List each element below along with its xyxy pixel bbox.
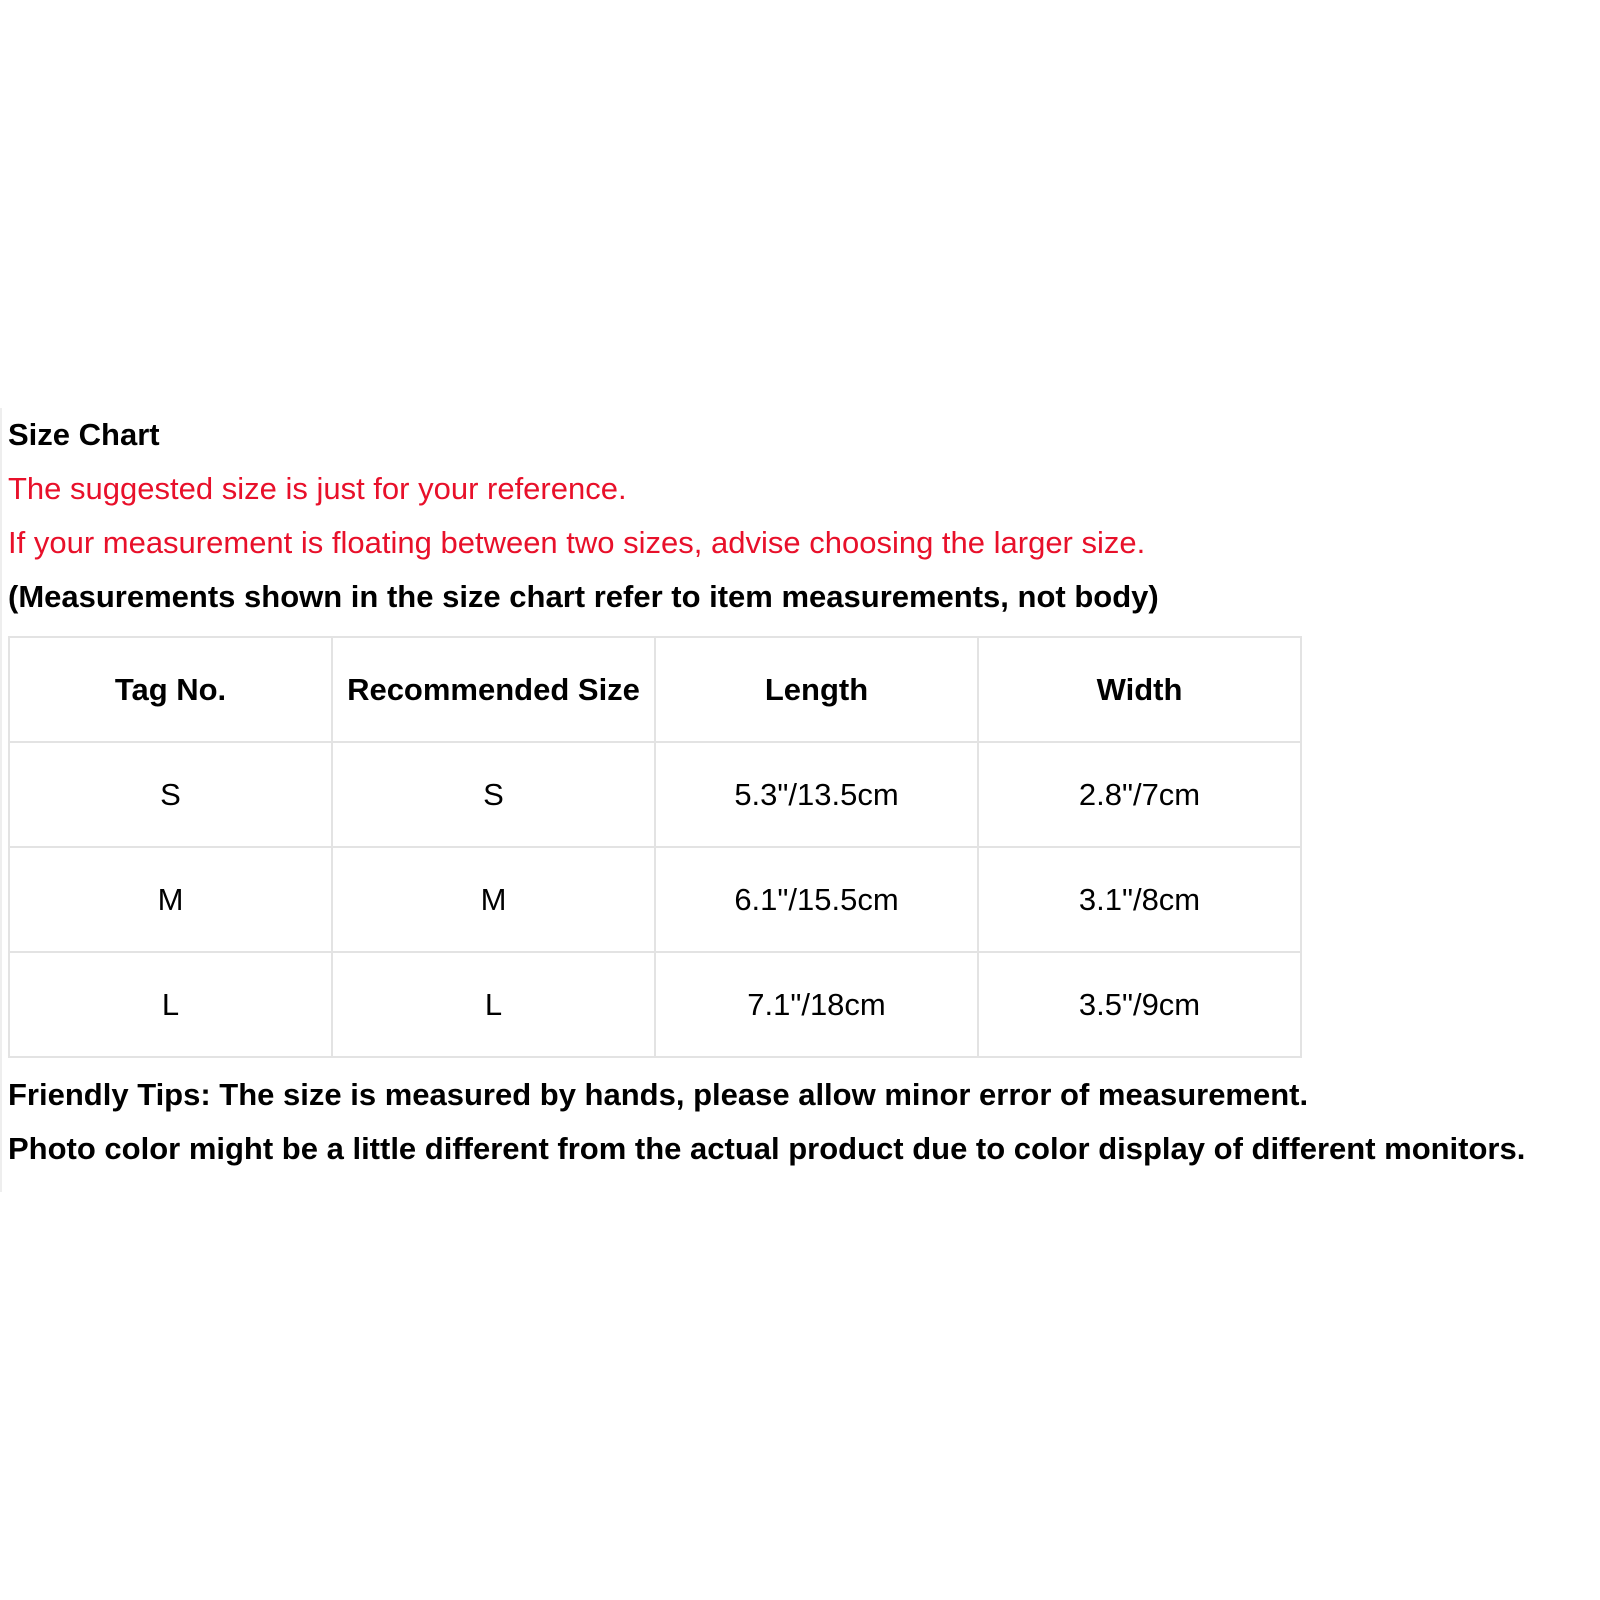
table-header-row [9, 637, 1301, 742]
tip-photo-color: Photo color might be a little different from the actual product due to color display of different monitors. [8, 1131, 1526, 1166]
cell-recommended-size: L [332, 952, 655, 1057]
friendly-tips [8, 1068, 1593, 1176]
size-table [8, 636, 1302, 1058]
cell-width: 3.5"/9cm [978, 952, 1301, 1057]
cell-tag-no: L [9, 952, 332, 1057]
reference-note: The suggested size is just for your reference. [8, 471, 627, 506]
larger-size-note: If your measurement is floating between two sizes, advise choosing the larger size. [8, 525, 1146, 560]
left-edge-rule [0, 408, 2, 1192]
header-length: Length [655, 637, 978, 742]
cell-recommended-size: M [332, 847, 655, 952]
table-row [9, 742, 1301, 847]
cell-width: 2.8"/7cm [978, 742, 1301, 847]
cell-length: 5.3"/13.5cm [655, 742, 978, 847]
table-row [9, 847, 1301, 952]
size-chart-section [8, 408, 1593, 1176]
cell-width: 3.1"/8cm [978, 847, 1301, 952]
table-row [9, 952, 1301, 1057]
cell-length: 6.1"/15.5cm [655, 847, 978, 952]
tip-measured-by-hands: Friendly Tips: The size is measured by hands, please allow minor error of measurement. [8, 1077, 1309, 1112]
cell-length: 7.1"/18cm [655, 952, 978, 1057]
header-tag-no: Tag No. [9, 637, 332, 742]
measurement-disclaimer: (Measurements shown in the size chart refer to item measurements, not body) [8, 579, 1159, 614]
cell-recommended-size: S [332, 742, 655, 847]
header-width: Width [978, 637, 1301, 742]
cell-tag-no: S [9, 742, 332, 847]
cell-tag-no: M [9, 847, 332, 952]
header-recommended-size: Recommended Size [332, 637, 655, 742]
size-chart-heading: Size Chart [8, 417, 160, 452]
